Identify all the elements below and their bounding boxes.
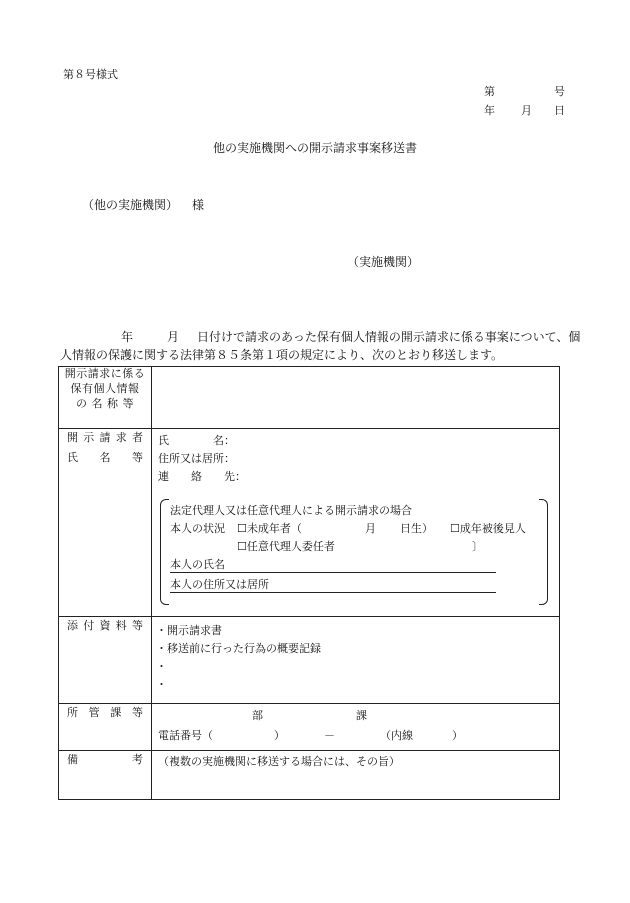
document-title: 他の実施機関への開示請求事案移送書: [212, 141, 417, 155]
label-requester: [59, 429, 152, 617]
label-remarks-text: 備 考: [67, 753, 143, 766]
label-remarks: [59, 751, 152, 800]
row-attachments: [59, 617, 560, 704]
birth-month: 月: [365, 522, 376, 535]
person-name-underline: [170, 572, 496, 573]
attachment-item: ・: [156, 678, 167, 691]
addressee-name: （他の実施機関）: [82, 198, 179, 212]
remarks-note: （複数の実施機関に移送する場合には、その旨）: [158, 755, 400, 768]
extension-close: ）: [452, 729, 463, 742]
close-bracket: 〕: [472, 540, 483, 553]
label-info: [59, 367, 152, 429]
option-ward[interactable]: ☐成年被後見人: [450, 522, 526, 535]
requester-address-label: 住所又は居所：: [158, 452, 235, 465]
date-day: 日: [554, 104, 565, 117]
label-department-text: 所 管 課 等: [67, 706, 143, 719]
label-info-line3: の 名 称 等: [76, 396, 134, 410]
phone-dash: －: [324, 729, 335, 742]
option-agent[interactable]: ☐任意代理人委任者: [237, 540, 335, 553]
label-attachments: [59, 617, 152, 704]
row-info: [59, 367, 560, 429]
attachments-value[interactable]: [152, 617, 560, 704]
proxy-heading: 法定代理人又は任意代理人による開示請求の場合: [170, 504, 412, 517]
form-number: 第８号様式: [63, 68, 118, 81]
intro-year: 年: [121, 330, 134, 344]
ref-dai: 第: [484, 85, 495, 98]
proxy-bracket-left: [160, 499, 169, 605]
proxy-bracket-right: [539, 499, 548, 605]
intro-rest: 日付けで請求のあった保有個人情報の開示請求に係る事案について、個: [197, 330, 581, 344]
row-department: [59, 704, 560, 751]
sender: （実施機関）: [347, 255, 420, 269]
info-value[interactable]: [152, 367, 560, 429]
dept-ka: 課: [356, 709, 367, 722]
requester-name-label: 氏 名：: [158, 434, 235, 447]
remarks-value[interactable]: [152, 751, 560, 800]
date-year: 年: [484, 104, 495, 117]
birth-day: 日生）: [400, 522, 433, 535]
label-attachments-text: 添 付 資 料 等: [67, 619, 143, 632]
intro-line-1: [121, 331, 580, 343]
addressee: [82, 199, 204, 211]
addressee-honorific: 様: [192, 198, 205, 212]
attachment-item: ・開示請求書: [156, 624, 222, 637]
option-minor[interactable]: ☐未成年者（: [237, 522, 302, 535]
dept-bu: 部: [252, 709, 263, 722]
extension-label: （内線: [380, 729, 413, 742]
department-value[interactable]: [152, 704, 560, 751]
attachment-item: ・移送前に行った行為の概要記録: [156, 642, 321, 655]
requester-contact-label: 連 絡 先：: [158, 470, 246, 483]
person-name-label: 本人の氏名: [170, 558, 225, 571]
person-address-label: 本人の住所又は居所: [170, 578, 269, 591]
proxy-box: [160, 499, 548, 603]
phone-close: ）: [274, 729, 285, 742]
phone-label: 電話番号（: [158, 729, 213, 742]
row-remarks: [59, 751, 560, 800]
ref-go: 号: [554, 85, 565, 98]
attachment-item: ・: [156, 660, 167, 673]
person-address-underline: [170, 592, 496, 593]
label-requester-line2: 氏 名 等: [67, 451, 143, 464]
label-info-line2: 保有個人情報: [70, 381, 140, 395]
date-month: 月: [521, 104, 532, 117]
status-label: 本人の状況: [170, 522, 225, 535]
label-info-line1: 開示請求に係る: [64, 367, 146, 380]
label-department: [59, 704, 152, 751]
intro-line-2: 人情報の保護に関する法律第８５条第１項の規定により、次のとおり移送します。: [60, 348, 504, 362]
row-requester: [59, 429, 560, 617]
transfer-table: [58, 366, 560, 800]
label-requester-line1: 開 示 請 求 者: [67, 431, 143, 444]
requester-value[interactable]: [152, 429, 560, 617]
intro-month: 月: [167, 330, 180, 344]
